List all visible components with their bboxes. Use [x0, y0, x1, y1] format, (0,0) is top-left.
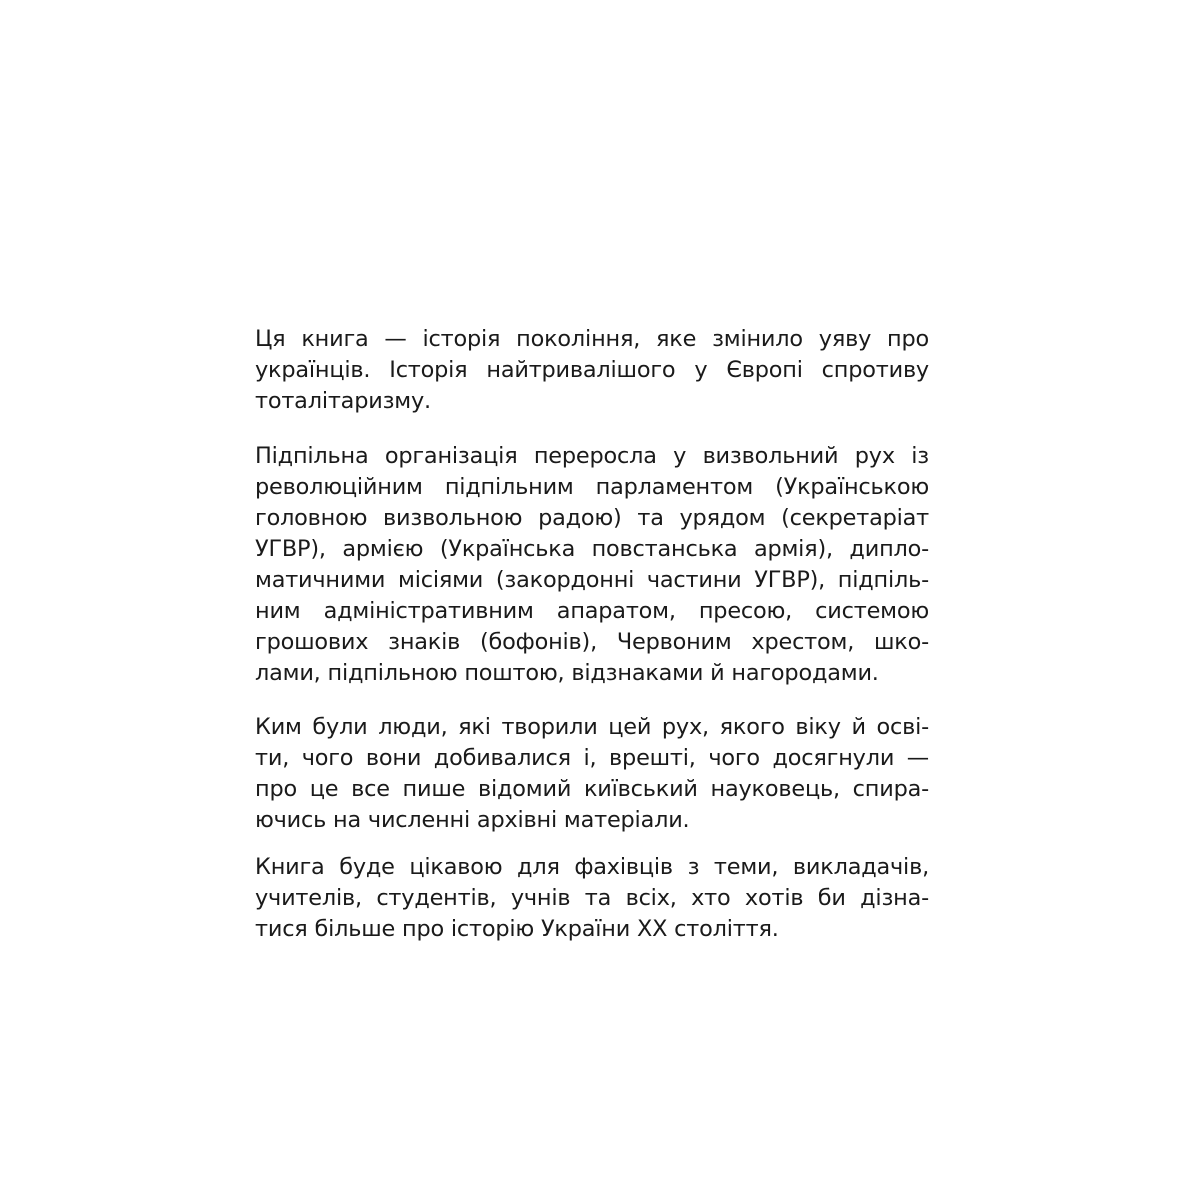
paragraph-audience — [255, 852, 929, 945]
paragraph-people — [255, 712, 929, 836]
text-line: тоталітаризму. — [255, 388, 431, 414]
text-line: Підпільна організація переросла у визвольний рух із — [255, 443, 929, 469]
text-line: ючись на численні архівні матеріали. — [255, 807, 690, 833]
text-line: тися більше про історію України ХХ століття. — [255, 916, 779, 942]
text-line: Ким були люди, які творили цей рух, якого віку й осві- — [255, 714, 929, 740]
text-line: ти, чого вони добивалися і, врешті, чого досягнули — — [255, 745, 929, 771]
text-line: революційним підпільним парламентом (Українською — [255, 474, 929, 500]
text-line: Книга буде цікавою для фахівців з теми, викладачів, — [255, 854, 929, 880]
text-line: головною визвольною радою) та урядом (секретаріат — [255, 505, 929, 531]
text-line: українців. Історія найтривалішого у Європі спротиву — [255, 357, 929, 383]
text-line: учителів, студентів, учнів та всіх, хто хотів би дізна- — [255, 885, 929, 911]
text-line: лами, підпільною поштою, відзнаками й нагородами. — [255, 660, 879, 686]
paragraph-intro — [255, 324, 929, 417]
text-line: про це все пише відомий київський науковець, спира- — [255, 776, 929, 802]
paragraph-organization — [255, 441, 929, 689]
text-line: матичними місіями (закордонні частини УГВР), підпіль- — [255, 567, 929, 593]
text-line: УГВР), армією (Українська повстанська армія), дипло- — [255, 536, 929, 562]
text-line: ним адміністративним апаратом, пресою, системою — [255, 598, 929, 624]
text-line: Ця книга — історія покоління, яке змінило уяву про — [255, 326, 929, 352]
text-line: грошових знаків (бофонів), Червоним хрестом, шко- — [255, 629, 929, 655]
